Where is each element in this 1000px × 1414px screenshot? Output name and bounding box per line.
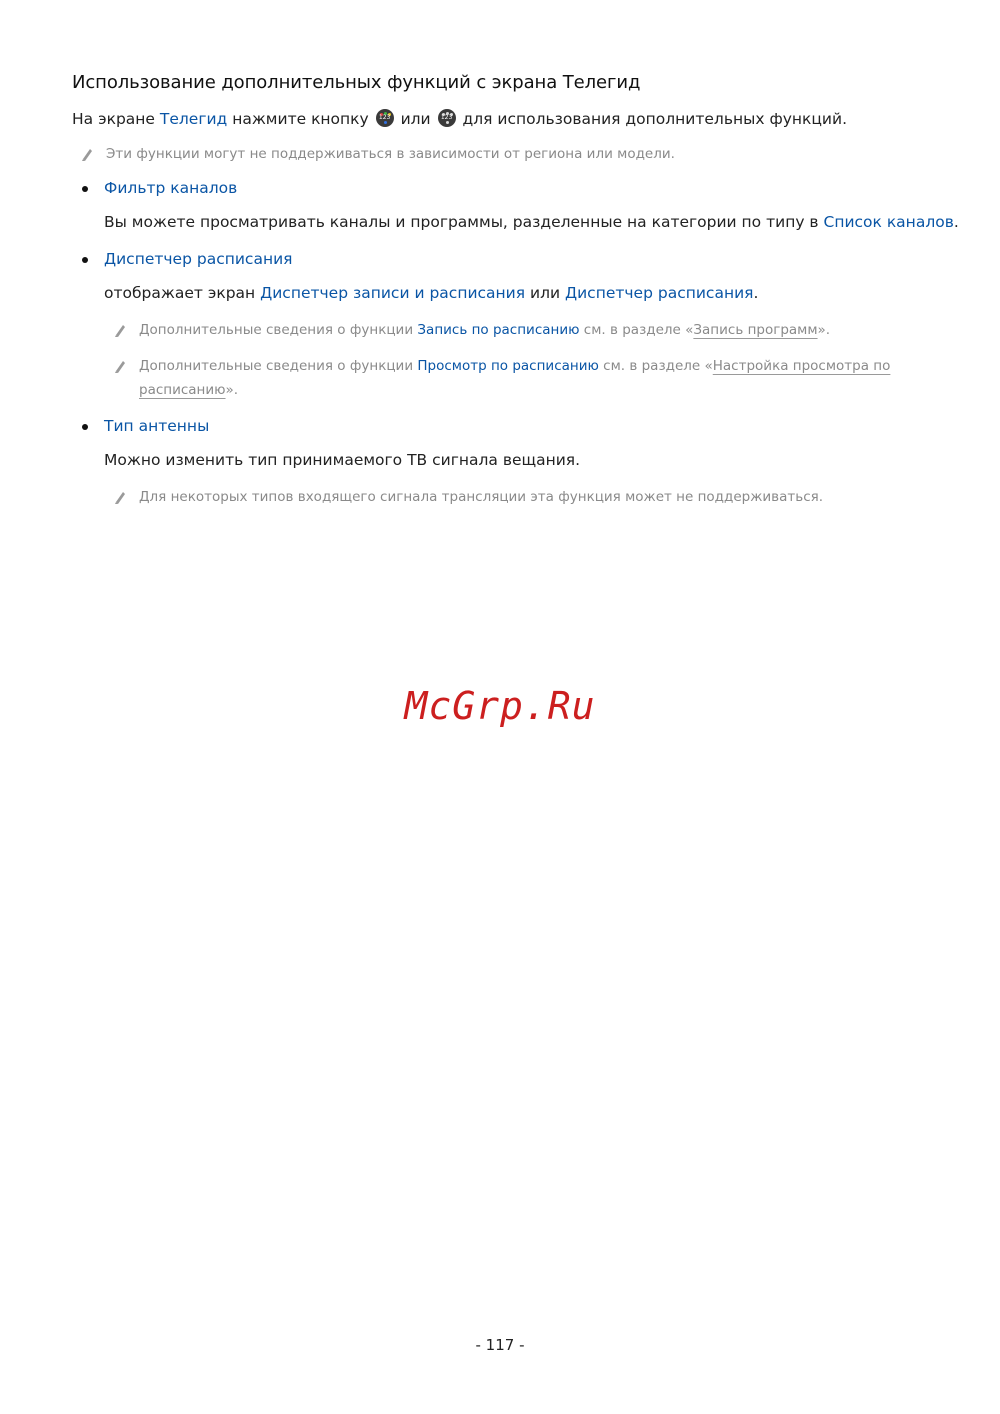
note-antenna-support: Для некоторых типов входящего сигнала трансляции эта функция может не поддерживаться. [139,489,824,505]
item-desc-schedule-manager [104,284,758,302]
item-title-channel-filter[interactable]: Фильтр каналов [104,179,238,197]
link-teleguide[interactable]: Телегид [159,110,228,128]
item-title-schedule-manager[interactable]: Диспетчер расписания [104,250,293,268]
desc-text: отображает экран [104,284,261,302]
ref-viewing-setup-cont[interactable]: расписанию [139,382,226,398]
desc-text-mid: или [525,284,565,302]
link-schedule-manager[interactable]: Диспетчер расписания [565,284,754,302]
button-label: 123 [378,114,391,121]
remote-number-button-icon [438,109,456,127]
item-desc-channel-filter [104,213,959,231]
note-scheduled-viewing [139,354,890,378]
watermark: McGrp.Ru [404,684,596,728]
pencil-note-icon [113,322,127,338]
item-desc-antenna-type: Можно изменить тип принимаемого ТВ сигнала вещания. [104,451,581,469]
link-recording-schedule-manager[interactable]: Диспетчер записи и расписания [260,284,526,302]
intro-paragraph [72,109,847,128]
note-scheduled-recording [139,318,830,342]
note-text-end: ». [817,322,831,338]
remote-color-button-icon [376,109,394,127]
pencil-note-icon [113,358,127,374]
desc-text-end: . [953,213,959,231]
pencil-note-icon [80,146,94,162]
note-text-mid: см. в разделе « [598,358,713,374]
button-label-2: 123 [440,114,453,121]
desc-text-end: . [753,284,759,302]
note-text-mid: см. в разделе « [579,322,694,338]
intro-text-2: нажмите кнопку [227,110,374,128]
note-text: Дополнительные сведения о функции [139,322,418,338]
link-scheduled-viewing[interactable]: Просмотр по расписанию [417,358,599,374]
note-scheduled-viewing-cont [139,378,238,402]
item-title-antenna-type[interactable]: Тип антенны [104,417,210,435]
note-region-support: Эти функции могут не поддерживаться в зависимости от региона или модели. [106,146,675,162]
desc-text: Вы можете просматривать каналы и программы, разделенные на категории по типу в [104,213,824,231]
ref-viewing-setup[interactable]: Настройка просмотра по [712,358,891,374]
intro-text-1: На экране [72,110,160,128]
note-text-end: ». [225,382,239,398]
link-channel-list[interactable]: Список каналов [823,213,954,231]
ref-recording-programs[interactable]: Запись программ [693,322,818,338]
bullet [82,186,88,192]
bullet [82,424,88,430]
note-text: Дополнительные сведения о функции [139,358,418,374]
section-heading: Использование дополнительных функций с экрана Телегид [72,72,641,93]
pencil-note-icon [113,489,127,505]
intro-text-4: для использования дополнительных функций. [457,110,847,128]
intro-text-3: или [395,110,436,128]
link-scheduled-recording[interactable]: Запись по расписанию [417,322,580,338]
page-number: - 117 - [475,1336,525,1354]
bullet [82,257,88,263]
